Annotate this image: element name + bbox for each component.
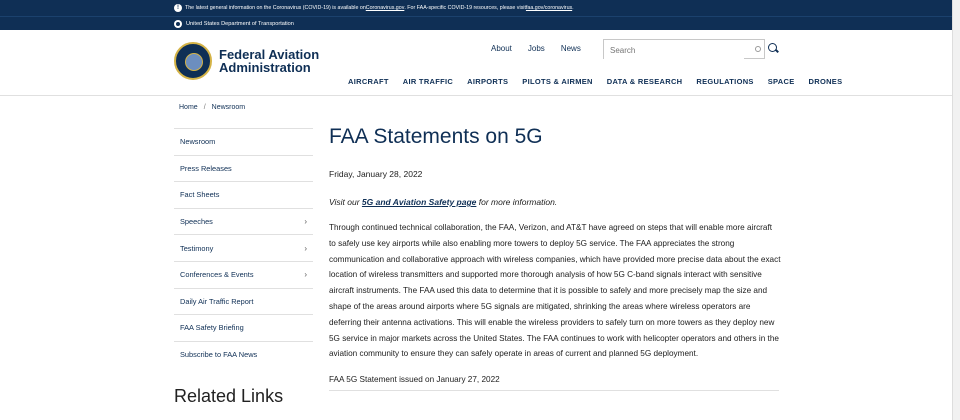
content-divider xyxy=(329,390,779,391)
sidebar-item-subscribe[interactable] xyxy=(174,341,313,368)
clear-icon[interactable] xyxy=(755,46,761,52)
breadcrumb xyxy=(179,104,245,111)
breadcrumb-home[interactable]: Home xyxy=(179,104,198,111)
sidebar-item-label: Newsroom xyxy=(180,137,216,147)
dot-banner xyxy=(0,16,952,30)
sidebar-item-label: Speeches xyxy=(180,217,213,227)
nav-aircraft[interactable]: AIRCRAFT xyxy=(348,77,389,86)
faa-seal-icon xyxy=(174,42,212,80)
sidebar-item-fact-sheets[interactable] xyxy=(174,181,313,208)
search-box xyxy=(603,39,765,59)
sidebar-item-speeches[interactable] xyxy=(174,208,313,235)
publish-date: Friday, January 28, 2022 xyxy=(329,169,423,179)
visit-line xyxy=(329,197,779,207)
search-icon[interactable] xyxy=(768,43,778,55)
chevron-right-icon[interactable]: › xyxy=(304,243,307,253)
faa-logo[interactable] xyxy=(174,42,319,80)
chevron-right-icon[interactable]: › xyxy=(304,270,307,280)
dot-seal-icon xyxy=(174,20,182,28)
info-icon: ! xyxy=(174,4,182,12)
nav-space[interactable]: SPACE xyxy=(767,77,795,86)
nav-air-traffic[interactable]: AIR TRAFFIC xyxy=(402,77,454,86)
sidebar-item-label: Testimony xyxy=(180,243,214,253)
alert-text-mid: . For FAA-specific COVID-19 resources, please visit xyxy=(404,5,526,11)
covid-alert-banner xyxy=(0,0,952,16)
logo-line-2: Administration xyxy=(219,60,311,75)
utility-nav xyxy=(491,44,597,53)
search-input[interactable] xyxy=(604,42,744,60)
sidebar-item-label: Press Releases xyxy=(180,163,232,173)
statement-body: Through continued technical collaboration, the FAA, Verizon, and AT&T have agreed on steps that will enable more aircraft to safely use key airports while also enabling more towers to deploy 5G service. The FAA appreciates the strong communication and collaborative approach with wireless companies, which have provided more precise data about the exact location of wireless transmitters and supported more thorough analysis of how 5G C-band signals interact with sensitive aircraft instruments. The FAA used this data to determine that it is possible to safely and more precisely map the size and shape of the areas around airports where 5G signals are mitigated, shrinking the areas where wireless operators are deferring their antenna activations. This will enable the wireless providers to safely turn on more towers as they deploy new 5G service in major markets across the United States. The FAA continues to work with helicopter operators and others in the aviation community to ensure they can safely operate in areas of current and planned 5G deployment. xyxy=(329,223,781,359)
chevron-right-icon[interactable]: › xyxy=(304,217,307,227)
util-nav-jobs[interactable]: Jobs xyxy=(527,44,545,53)
sidebar-item-press-releases[interactable] xyxy=(174,155,313,182)
5g-aviation-safety-link[interactable]: 5G and Aviation Safety page xyxy=(361,197,477,207)
sidebar-item-label: Conferences & Events xyxy=(180,270,254,280)
sidebar-item-label: Daily Air Traffic Report xyxy=(180,296,254,306)
logo-text xyxy=(219,48,319,74)
related-links-heading: Related Links xyxy=(174,386,284,406)
visit-text-before: Visit our xyxy=(329,197,362,207)
sidebar-item-daily-air-traffic-report[interactable] xyxy=(174,288,313,315)
statement-issued-heading: FAA 5G Statement issued on January 27, 2022 xyxy=(329,375,500,385)
sidebar-item-newsroom[interactable] xyxy=(174,128,313,155)
nav-pilots-airmen[interactable]: PILOTS & AIRMEN xyxy=(522,77,593,86)
site-header xyxy=(0,30,952,96)
nav-regulations[interactable]: REGULATIONS xyxy=(696,77,754,86)
sidebar-item-faa-safety-briefing[interactable] xyxy=(174,314,313,341)
page-scrollbar[interactable] xyxy=(952,0,960,420)
nav-drones[interactable]: DRONES xyxy=(808,77,843,86)
sidebar-item-label: Subscribe to FAA News xyxy=(180,350,258,360)
sidebar-item-label: FAA Safety Briefing xyxy=(180,323,244,333)
breadcrumb-separator: / xyxy=(203,104,206,111)
util-nav-news[interactable]: News xyxy=(560,44,581,53)
nav-airports[interactable]: AIRPORTS xyxy=(467,77,509,86)
util-nav-about[interactable]: About xyxy=(491,44,512,53)
logo-line-1: Federal Aviation xyxy=(219,47,320,62)
alert-text-after: . xyxy=(572,5,574,11)
sidebar-nav xyxy=(174,128,313,367)
sidebar-item-testimony[interactable] xyxy=(174,234,313,261)
alert-text-before: The latest general information on the Coronavirus (COVID-19) is available on xyxy=(185,5,366,11)
faa-coronavirus-link[interactable]: faa.gov/coronavirus xyxy=(525,5,573,11)
nav-data-research[interactable]: DATA & RESEARCH xyxy=(606,77,683,86)
sidebar-item-label: Fact Sheets xyxy=(180,190,220,200)
coronavirus-gov-link[interactable]: Coronavirus.gov xyxy=(365,5,405,11)
dot-link[interactable]: United States Department of Transportation xyxy=(186,20,294,27)
breadcrumb-newsroom[interactable]: Newsroom xyxy=(211,104,246,111)
main-content xyxy=(329,125,779,384)
visit-text-after: for more information. xyxy=(476,197,558,207)
page-title: FAA Statements on 5G xyxy=(329,125,543,148)
main-nav xyxy=(348,77,856,86)
sidebar-item-conferences-events[interactable] xyxy=(174,261,313,288)
